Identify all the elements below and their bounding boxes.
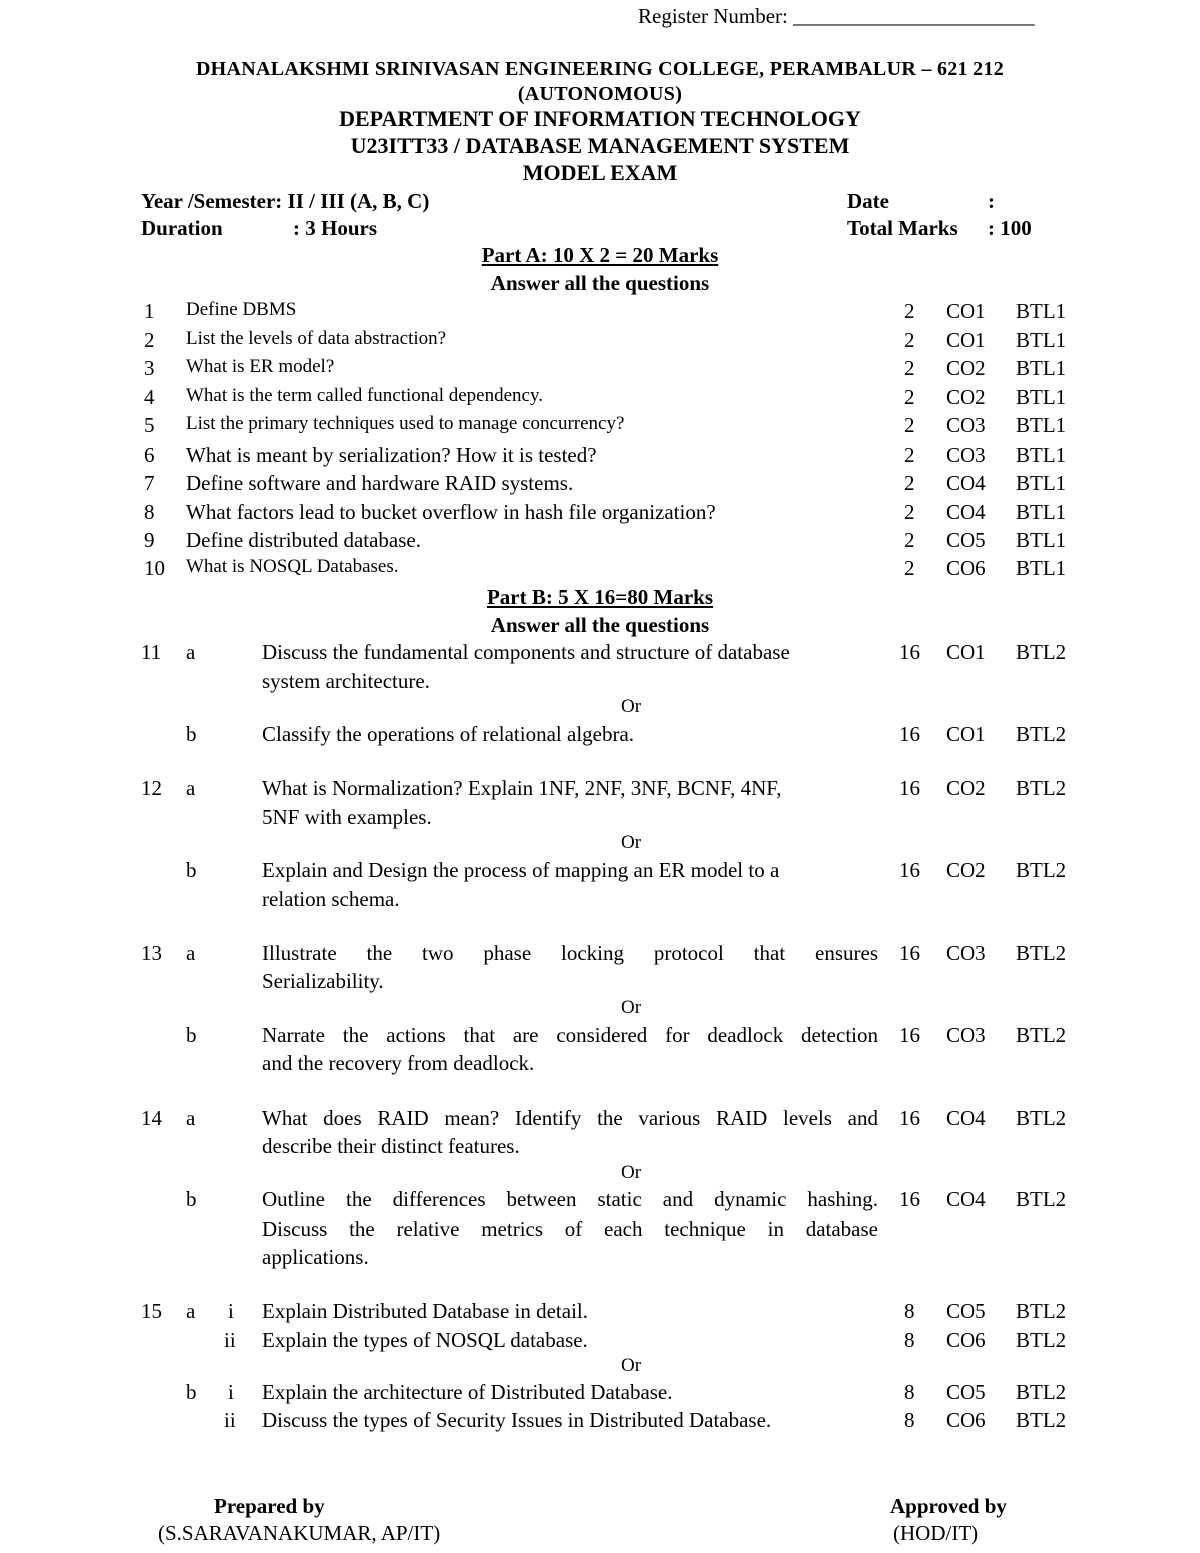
part-a-q2-text: List the levels of data abstraction? xyxy=(186,328,447,349)
part-a-q9-marks: 2 xyxy=(904,528,915,552)
part-a-q4-co: CO2 xyxy=(946,385,986,409)
q11a-marks: 16 xyxy=(899,640,920,664)
q11a-label: a xyxy=(186,640,196,664)
part-a-title: Part A: 10 X 2 = 20 Marks xyxy=(481,243,719,267)
part-b-title: Part B: 5 X 16=80 Marks xyxy=(486,585,714,609)
part-a-q7-co: CO4 xyxy=(946,471,986,495)
part-a-q6-marks: 2 xyxy=(904,443,915,467)
q15a-ii-label: ii xyxy=(224,1328,236,1352)
part-a-q3-btl: BTL1 xyxy=(1016,356,1067,380)
date-colon: : xyxy=(988,189,995,213)
autonomous-label: (AUTONOMOUS) xyxy=(517,83,683,105)
q14b-line3: applications. xyxy=(262,1245,369,1269)
exam-title: MODEL EXAM xyxy=(522,160,678,185)
q13b-marks: 16 xyxy=(899,1023,920,1047)
part-a-q8-btl: BTL1 xyxy=(1016,500,1067,524)
part-a-q2-btl: BTL1 xyxy=(1016,328,1067,352)
part-a-q5-btl: BTL1 xyxy=(1016,413,1067,437)
date-label: Date xyxy=(847,189,889,213)
q13b-line2: and the recovery from deadlock. xyxy=(262,1051,535,1075)
part-a-q8-number: 8 xyxy=(144,500,155,524)
part-a-q2-co: CO1 xyxy=(946,328,986,352)
q15b-ii-btl: BTL2 xyxy=(1016,1408,1067,1432)
q15a-i-marks: 8 xyxy=(904,1299,915,1323)
part-a-q10-marks: 2 xyxy=(904,556,915,580)
part-a-q4-marks: 2 xyxy=(904,385,915,409)
q12a-label: a xyxy=(186,776,196,800)
part-a-q7-text: Define software and hardware RAID systems. xyxy=(186,471,574,495)
part-a-q2-number: 2 xyxy=(144,328,155,352)
q14a-line2: describe their distinct features. xyxy=(262,1134,520,1158)
q12b-btl: BTL2 xyxy=(1016,858,1067,882)
q15b-i-btl: BTL2 xyxy=(1016,1380,1067,1404)
part-a-q10-btl: BTL1 xyxy=(1016,556,1067,580)
total-marks-label: Total Marks xyxy=(847,216,958,240)
q13a-line2: Serializability. xyxy=(262,969,384,993)
q12a-co: CO2 xyxy=(946,776,986,800)
part-a-q3-co: CO2 xyxy=(946,356,986,380)
q15a-ii-btl: BTL2 xyxy=(1016,1328,1067,1352)
part-a-q4-number: 4 xyxy=(144,385,155,409)
q12a-marks: 16 xyxy=(899,776,920,800)
q15a-i-label: i xyxy=(228,1299,234,1323)
q15a-ii-co: CO6 xyxy=(946,1328,986,1352)
part-a-q1-btl: BTL1 xyxy=(1016,299,1067,323)
part-a-q1-marks: 2 xyxy=(904,299,915,323)
prepared-by-name: (S.SARAVANAKUMAR, AP/IT) xyxy=(158,1521,441,1545)
q12b-label: b xyxy=(186,858,197,882)
part-a-q5-number: 5 xyxy=(144,413,155,437)
q15a-i-co: CO5 xyxy=(946,1299,986,1323)
q11-number: 11 xyxy=(141,640,162,664)
part-a-q3-text: What is ER model? xyxy=(186,356,335,377)
part-a-q10-number: 10 xyxy=(144,556,165,580)
q12-or: Or xyxy=(621,832,642,853)
register-number-label: Register Number: xyxy=(638,4,788,28)
q12b-co: CO2 xyxy=(946,858,986,882)
q13-or: Or xyxy=(621,997,642,1018)
q15b-ii-marks: 8 xyxy=(904,1408,915,1432)
q13a-marks: 16 xyxy=(899,941,920,965)
year-semester: Year /Semester: II / III (A, B, C) xyxy=(141,189,430,213)
approved-by-name: (HOD/IT) xyxy=(893,1521,979,1545)
q11b-btl: BTL2 xyxy=(1016,722,1067,746)
q15a-i-text: Explain Distributed Database in detail. xyxy=(262,1299,588,1323)
part-a-q6-text: What is meant by serialization? How it is tested? xyxy=(186,443,597,467)
q13b-line1: Narrate the actions that are considered for deadlock detection xyxy=(262,1023,878,1047)
part-a-q8-text: What factors lead to bucket overflow in hash file organization? xyxy=(186,500,716,524)
part-a-q6-number: 6 xyxy=(144,443,155,467)
q13b-btl: BTL2 xyxy=(1016,1023,1067,1047)
q15b-i-co: CO5 xyxy=(946,1380,986,1404)
part-a-q8-marks: 2 xyxy=(904,500,915,524)
part-a-q6-co: CO3 xyxy=(946,443,986,467)
q14a-co: CO4 xyxy=(946,1106,986,1130)
duration-label: Duration xyxy=(141,216,223,240)
department-title: DEPARTMENT OF INFORMATION TECHNOLOGY xyxy=(339,106,861,131)
part-a-q5-text: List the primary techniques used to manage concurrency? xyxy=(186,413,625,434)
q14b-line1: Outline the differences between static and dynamic hashing. xyxy=(262,1187,878,1211)
q15a-ii-marks: 8 xyxy=(904,1328,915,1352)
college-name: DHANALAKSHMI SRINIVASAN ENGINEERING COLLEGE, PERAMBALUR – 621 212 xyxy=(195,58,1005,80)
q11a-co: CO1 xyxy=(946,640,986,664)
q12-number: 12 xyxy=(141,776,162,800)
q15a-ii-text: Explain the types of NOSQL database. xyxy=(262,1328,588,1352)
q13a-line1: Illustrate the two phase locking protocol that ensures xyxy=(262,941,878,965)
approved-by-label: Approved by xyxy=(890,1494,1007,1518)
q13b-label: b xyxy=(186,1023,197,1047)
part-a-q5-co: CO3 xyxy=(946,413,986,437)
q15-or: Or xyxy=(621,1355,642,1376)
part-a-q3-number: 3 xyxy=(144,356,155,380)
part-a-q9-text: Define distributed database. xyxy=(186,528,421,552)
q12a-text: What is Normalization? Explain 1NF, 2NF, 3NF, BCNF, 4NF, 5NF with examples. xyxy=(262,776,782,829)
q14-number: 14 xyxy=(141,1106,162,1130)
part-a-q6-btl: BTL1 xyxy=(1016,443,1067,467)
q11a-btl: BTL2 xyxy=(1016,640,1067,664)
part-a-q7-marks: 2 xyxy=(904,471,915,495)
part-a-q10-co: CO6 xyxy=(946,556,986,580)
q15b-ii-text: Discuss the types of Security Issues in Distributed Database. xyxy=(262,1408,772,1432)
q14b-co: CO4 xyxy=(946,1187,986,1211)
register-number xyxy=(638,4,1035,29)
q13-number: 13 xyxy=(141,941,162,965)
q15a-label: a xyxy=(186,1299,196,1323)
q14a-btl: BTL2 xyxy=(1016,1106,1067,1130)
q12a-btl: BTL2 xyxy=(1016,776,1067,800)
q15b-i-text: Explain the architecture of Distributed Database. xyxy=(262,1380,673,1404)
part-a-q5-marks: 2 xyxy=(904,413,915,437)
q13a-label: a xyxy=(186,941,196,965)
register-number-line: _______________________ xyxy=(793,4,1035,28)
part-a-instruction: Answer all the questions xyxy=(490,271,710,295)
part-a-q4-text: What is the term called functional dependency. xyxy=(186,385,543,406)
q15b-label: b xyxy=(186,1380,197,1404)
part-a-q3-marks: 2 xyxy=(904,356,915,380)
part-a-q1-co: CO1 xyxy=(946,299,986,323)
q12b-text: Explain and Design the process of mapping an ER model to a relation schema. xyxy=(262,858,780,911)
total-marks-value: : 100 xyxy=(988,216,1032,240)
part-a-q7-btl: BTL1 xyxy=(1016,471,1067,495)
q14b-btl: BTL2 xyxy=(1016,1187,1067,1211)
q13a-co: CO3 xyxy=(946,941,986,965)
q15b-i-label: i xyxy=(228,1380,234,1404)
part-a-q8-co: CO4 xyxy=(946,500,986,524)
q15b-ii-label: ii xyxy=(224,1408,236,1432)
q11b-text: Classify the operations of relational algebra. xyxy=(262,722,635,746)
q15b-i-marks: 8 xyxy=(904,1380,915,1404)
part-a-q4-btl: BTL1 xyxy=(1016,385,1067,409)
part-a-q9-number: 9 xyxy=(144,528,155,552)
q11b-marks: 16 xyxy=(899,722,920,746)
q13b-co: CO3 xyxy=(946,1023,986,1047)
part-b-instruction: Answer all the questions xyxy=(490,613,710,637)
q14a-label: a xyxy=(186,1106,196,1130)
part-a-q2-marks: 2 xyxy=(904,328,915,352)
q14a-marks: 16 xyxy=(899,1106,920,1130)
part-a-q9-co: CO5 xyxy=(946,528,986,552)
q12b-marks: 16 xyxy=(899,858,920,882)
q15b-ii-co: CO6 xyxy=(946,1408,986,1432)
q14b-marks: 16 xyxy=(899,1187,920,1211)
q11-or: Or xyxy=(621,696,642,717)
part-a-q9-btl: BTL1 xyxy=(1016,528,1067,552)
duration-value: : 3 Hours xyxy=(293,216,377,240)
part-a-q10-text: What is NOSQL Databases. xyxy=(186,556,399,577)
q11b-co: CO1 xyxy=(946,722,986,746)
q15a-i-btl: BTL2 xyxy=(1016,1299,1067,1323)
q14a-line1: What does RAID mean? Identify the various RAID levels and xyxy=(262,1106,878,1130)
prepared-by-label: Prepared by xyxy=(214,1494,325,1518)
q14b-label: b xyxy=(186,1187,197,1211)
part-a-q7-number: 7 xyxy=(144,471,155,495)
q13a-btl: BTL2 xyxy=(1016,941,1067,965)
q11a-text: Discuss the fundamental components and structure of database system architecture. xyxy=(262,640,790,693)
course-title: U23ITT33 / DATABASE MANAGEMENT SYSTEM xyxy=(350,133,850,158)
q14b-line2: Discuss the relative metrics of each technique in database xyxy=(262,1217,878,1241)
q11b-label: b xyxy=(186,722,197,746)
q14-or: Or xyxy=(621,1162,642,1183)
part-a-q1-text: Define DBMS xyxy=(186,299,297,320)
part-a-q1-number: 1 xyxy=(144,299,155,323)
q15-number: 15 xyxy=(141,1299,162,1323)
